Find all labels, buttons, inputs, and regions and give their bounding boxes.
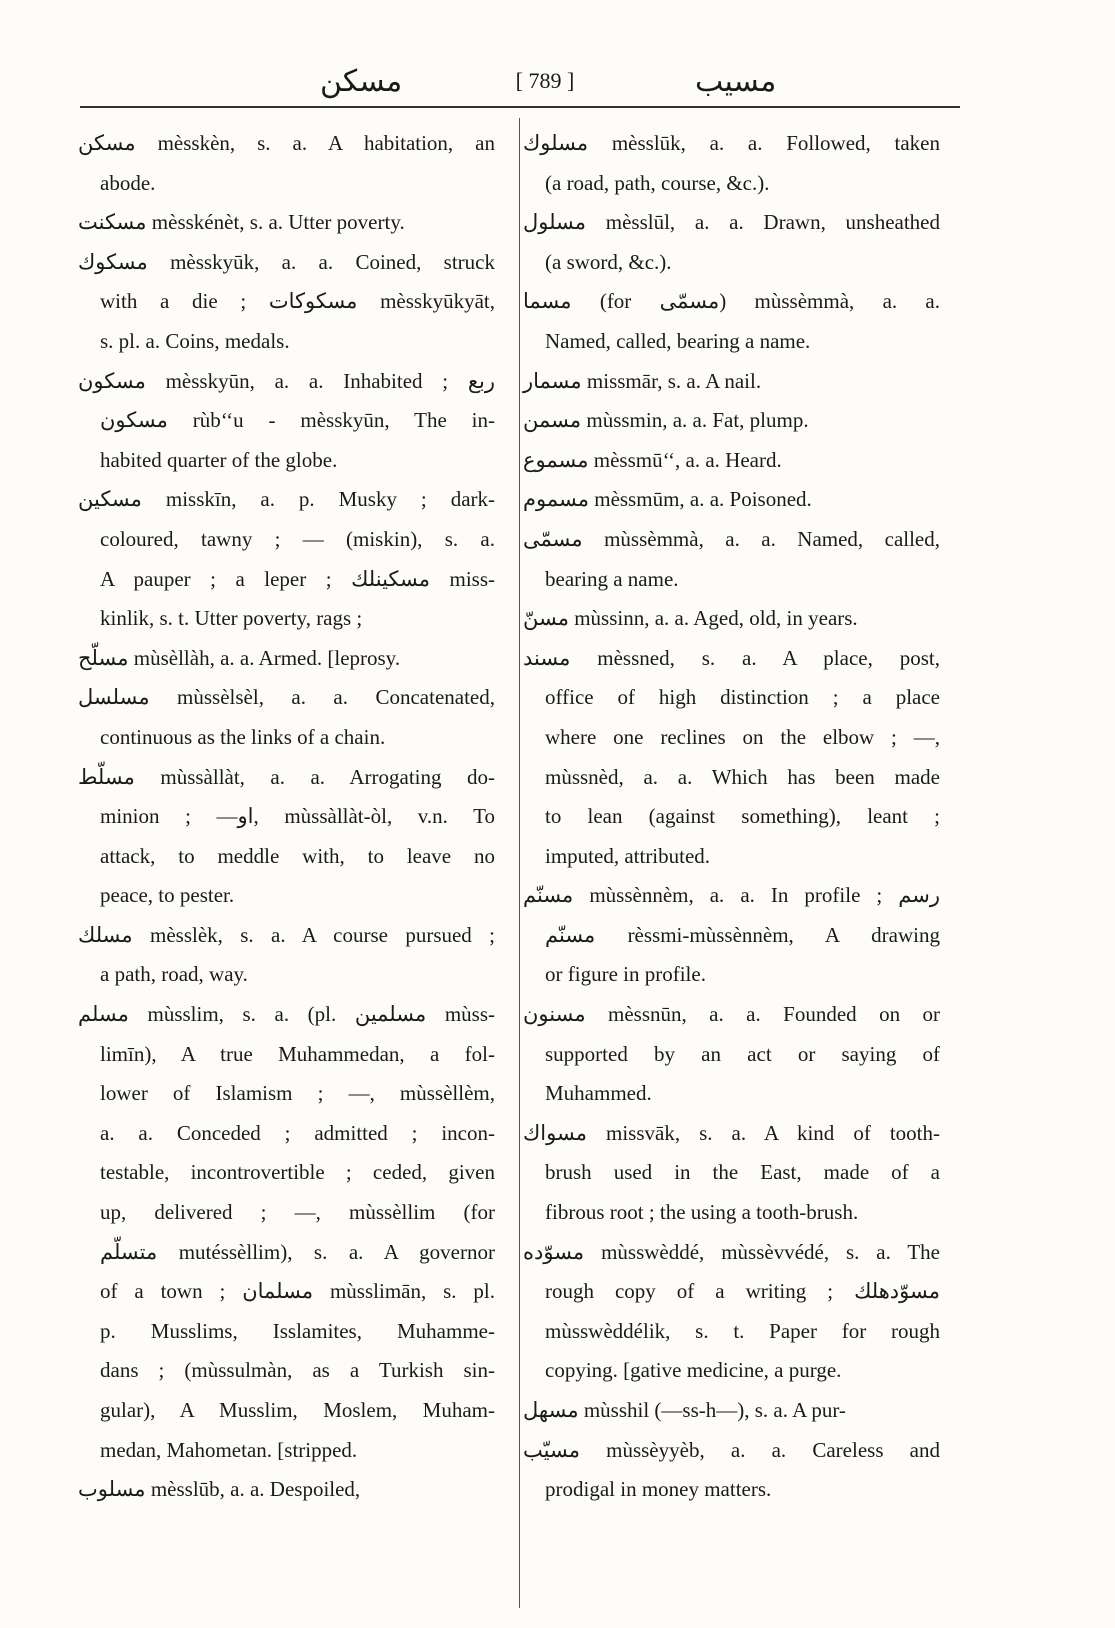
dictionary-entry	[78, 1470, 495, 1510]
entry-continuation: (a sword, &c.).	[545, 249, 672, 274]
entry-continuation: coloured, tawny ; — (miskin), s. a.	[100, 526, 495, 551]
dictionary-entry	[523, 124, 940, 203]
entry-continuation: medan, Mahometan. [stripped.	[100, 1437, 358, 1462]
entry-headline: مسنون mèssnūn, a. a. Founded on or	[523, 1002, 940, 1027]
entry-continuation: dans ; (mùssulmàn, as a Turkish sin-	[100, 1358, 495, 1383]
entry-continuation: (a road, path, course, &c.).	[545, 170, 770, 195]
entry-continuation: rough copy of a writing ; مسوّدهلك	[545, 1279, 940, 1304]
dictionary-entry	[523, 362, 940, 402]
dictionary-entry	[523, 639, 940, 877]
dictionary-entry	[523, 599, 940, 639]
left-running-headword: مسکن	[320, 64, 403, 99]
entry-headline: مسکون mèsskyūn, a. a. Inhabited ; ربع	[78, 368, 495, 393]
entry-headline: مسهل mùsshil (—ss-h—), s. a. A pur-	[523, 1398, 846, 1422]
entry-continuation: abode.	[100, 170, 156, 195]
entry-headline: مسلّح mùsèllàh, a. a. Armed. [leprosy.	[78, 645, 401, 670]
entry-continuation: a path, road, way.	[100, 962, 248, 987]
entry-continuation: continuous as the links of a chain.	[100, 724, 386, 749]
entry-continuation: copying. [gative medicine, a purge.	[545, 1358, 842, 1383]
entry-headline: مسلم mùsslim, s. a. (pl. مسلمین mùss-	[78, 1002, 495, 1027]
entry-continuation: Muhammed.	[545, 1081, 652, 1106]
entry-headline: مسموم mèssmūm, a. a. Poisoned.	[523, 487, 812, 512]
entry-headline: مسواك missvāk, s. a. A kind of tooth-	[523, 1120, 940, 1145]
header-rule	[80, 106, 960, 108]
entry-continuation: attack, to meddle with, to leave no	[100, 843, 495, 868]
entry-headline: مسمن mùssmin, a. a. Fat, plump.	[523, 408, 809, 433]
dictionary-entry	[78, 916, 495, 995]
entry-continuation: مسکون rùb‘‘u - mèsskyūn, The in-	[100, 408, 495, 433]
entry-headline: مسنّ mùssinn, a. a. Aged, old, in years.	[523, 606, 858, 631]
entry-continuation: mùssnèd, a. a. Which has been made	[545, 764, 940, 789]
entry-headline: مسلّط mùssàllàt, a. a. Arrogating do-	[78, 764, 495, 789]
entry-continuation: brush used in the East, made of a	[545, 1160, 940, 1185]
entry-headline: مسنّم mùssènnèm, a. a. In profile ; رسم	[523, 883, 940, 908]
right-column	[523, 124, 941, 1510]
entry-headline: مسلوك mèsslūk, a. a. Followed, taken	[523, 131, 940, 155]
entry-headline: مسکوك mèsskyūk, a. a. Coined, struck	[78, 249, 495, 274]
entry-continuation: peace, to pester.	[100, 883, 235, 908]
column-divider	[519, 118, 520, 1608]
entry-continuation: of a town ; مسلمان mùsslimān, s. pl.	[100, 1279, 495, 1304]
entry-headline: مسلوب mèsslūb, a. a. Despoiled,	[78, 1477, 361, 1502]
dictionary-entry	[78, 243, 495, 362]
entry-continuation: office of high distinction ; a place	[545, 685, 940, 710]
entry-continuation: s. pl. a. Coins, medals.	[100, 328, 290, 353]
entry-continuation: minion ; —او, mùssàllàt-òl, v.n. To	[100, 804, 495, 829]
left-column	[78, 124, 495, 1510]
dictionary-entry	[523, 520, 940, 599]
entry-continuation: prodigal in money matters.	[545, 1477, 772, 1502]
dictionary-entry	[78, 480, 495, 638]
dictionary-entry	[523, 203, 940, 282]
entry-continuation: imputed, attributed.	[545, 843, 711, 868]
entry-continuation: or figure in profile.	[545, 962, 706, 987]
dictionary-entry	[78, 124, 495, 203]
entry-headline: مسلسل mùssèlsèl, a. a. Concatenated,	[78, 685, 495, 710]
entry-continuation: Named, called, bearing a name.	[545, 328, 811, 353]
dictionary-entry	[523, 995, 940, 1114]
entry-continuation: a. a. Conceded ; admitted ; incon-	[100, 1120, 495, 1145]
entry-headline: مسلول mèsslūl, a. a. Drawn, unsheathed	[523, 210, 940, 235]
entry-continuation: limīn), A true Muhammedan, a fol-	[100, 1041, 495, 1066]
dictionary-entry	[78, 203, 495, 243]
dictionary-entry	[523, 1233, 940, 1391]
dictionary-entry	[523, 401, 940, 441]
entry-continuation: to lean (against something), leant ;	[545, 804, 940, 829]
entry-continuation: mùsswèddélik, s. t. Paper for rough	[545, 1318, 940, 1343]
dictionary-entry	[523, 282, 941, 361]
right-running-headword: مسیب	[695, 64, 777, 99]
dictionary-entry	[523, 480, 940, 520]
entry-continuation: with a die ; مسکوکات mèsskyūkyāt,	[100, 289, 495, 314]
entry-headline: مسیّب mùssèyyèb, a. a. Careless and	[523, 1437, 940, 1462]
dictionary-entry	[78, 758, 495, 916]
entry-continuation: testable, incontrovertible ; ceded, given	[100, 1160, 495, 1185]
entry-continuation: up, delivered ; —, mùssèllim (for	[100, 1200, 495, 1225]
entry-continuation: A pauper ; a leper ; مسکینلك miss-	[100, 566, 495, 591]
entry-continuation: fibrous root ; the using a tooth-brush.	[545, 1200, 859, 1225]
page-number: [ 789 ]	[515, 68, 575, 93]
entry-continuation: habited quarter of the globe.	[100, 447, 338, 472]
dictionary-entry	[78, 995, 495, 1470]
dictionary-entry	[523, 876, 940, 995]
entry-continuation: kinlik, s. t. Utter poverty, rags ;	[100, 606, 363, 631]
entry-continuation: where one reclines on the elbow ; —,	[545, 724, 940, 749]
dictionary-entry	[523, 1431, 940, 1510]
entry-continuation: gular), A Musslim, Moslem, Muham-	[100, 1398, 495, 1422]
dictionary-entry	[78, 639, 495, 679]
dictionary-entry	[523, 441, 940, 481]
entry-continuation: bearing a name.	[545, 566, 679, 591]
entry-continuation: supported by an act or saying of	[545, 1041, 940, 1066]
entry-continuation: متسلّم mutéssèllim), s. a. A governor	[100, 1239, 495, 1264]
entry-continuation: lower of Islamism ; —, mùssèllèm,	[100, 1081, 495, 1106]
entry-continuation: p. Musslims, Isslamites, Muhamme-	[100, 1318, 495, 1343]
entry-headline: مسکین misskīn, a. p. Musky ; dark-	[78, 487, 495, 512]
entry-continuation: مسنّم rèssmi-mùssènnèm, A drawing	[545, 922, 940, 947]
page-header	[80, 62, 960, 102]
dictionary-entry	[78, 678, 495, 757]
dictionary-entry	[523, 1391, 940, 1431]
entry-headline: مسمار missmār, s. a. A nail.	[523, 368, 762, 393]
entry-headline: مسمّی mùssèmmà, a. a. Named, called,	[523, 526, 940, 551]
entry-headline: مسکن mèsskèn, s. a. A habitation, an	[78, 131, 495, 155]
entry-headline: مسلك mèsslèk, s. a. A course pursued ;	[78, 922, 495, 947]
entry-headline: مسند mèssned, s. a. A place, post,	[523, 645, 940, 670]
entry-headline: مسموع mèssmū‘‘, a. a. Heard.	[523, 447, 782, 472]
dictionary-entry	[78, 362, 495, 481]
dictionary-entry	[523, 1114, 940, 1233]
entry-headline: مسوّده mùsswèddé, mùssèvvédé, s. a. The	[523, 1239, 940, 1264]
entry-headline: مسکنت mèsskénèt, s. a. Utter poverty.	[78, 210, 405, 235]
entry-headline: مسما (for مسمّی) mùssèmmà, a. a.	[523, 289, 941, 314]
